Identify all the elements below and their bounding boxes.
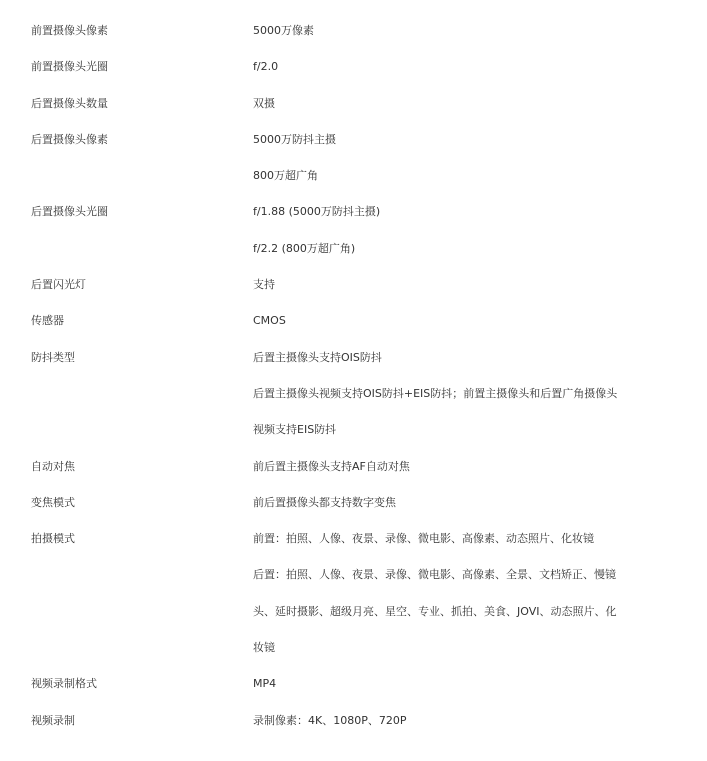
spec-label: 传感器 [31, 314, 64, 328]
spec-row [0, 303, 707, 339]
spec-values [253, 49, 707, 85]
spec-value-line: 双摄 [253, 96, 275, 110]
spec-value-line: 视频支持EIS防抖 [253, 423, 337, 437]
spec-value-line: f/2.2 (800万超广角) [253, 241, 356, 255]
spec-label: 视频录制格式 [31, 677, 97, 691]
spec-row [0, 86, 707, 122]
spec-label: 视频录制 [31, 713, 75, 727]
spec-value-line: f/1.88 (5000万防抖主摄) [253, 205, 381, 219]
spec-row [0, 703, 707, 739]
spec-values [253, 449, 707, 485]
spec-values [253, 340, 707, 449]
spec-row [0, 13, 707, 49]
spec-value-line: 5000万像素 [253, 24, 314, 37]
spec-label: 后置摄像头数量 [31, 96, 108, 110]
spec-row [0, 194, 707, 267]
spec-row [0, 267, 707, 303]
spec-value-line: 5000万防抖主摄 [253, 132, 336, 146]
spec-value-line: MP4 [253, 677, 277, 691]
spec-value-line: CMOS [253, 314, 286, 328]
spec-label: 后置摄像头像素 [31, 132, 108, 146]
spec-values [253, 86, 707, 122]
spec-value-line: 800万超广角 [253, 169, 318, 183]
spec-value-line: 前后置摄像头都支持数字变焦 [253, 495, 396, 509]
spec-value-line: 录制像素：4K、1080P、720P [253, 713, 407, 727]
spec-label: 变焦模式 [31, 495, 75, 509]
spec-row [0, 340, 707, 449]
spec-row [0, 666, 707, 702]
spec-label: 后置闪光灯 [31, 278, 86, 292]
spec-value-line: 头、延时摄影、超级月亮、星空、专业、抓拍、美食、JOVI、动态照片、化 [253, 604, 617, 618]
spec-values [253, 485, 707, 521]
spec-values [253, 267, 707, 303]
spec-values [253, 666, 707, 702]
spec-row [0, 449, 707, 485]
spec-values [253, 303, 707, 339]
spec-label: 防抖类型 [31, 350, 75, 364]
spec-label: 前置摄像头光圈 [31, 60, 108, 74]
spec-value-line: 妆镜 [253, 641, 275, 655]
spec-label: 前置摄像头像素 [31, 24, 108, 37]
spec-values [253, 703, 707, 739]
spec-values [253, 194, 707, 267]
spec-value-line: 前置：拍照、人像、夜景、录像、微电影、高像素、动态照片、化妆镜 [253, 532, 594, 546]
spec-values [253, 122, 707, 195]
spec-value-line: 后置主摄像头支持OIS防抖 [253, 350, 382, 364]
spec-value-line: 前后置主摄像头支持AF自动对焦 [253, 459, 410, 473]
spec-row [0, 485, 707, 521]
spec-value-line: 后置主摄像头视频支持OIS防抖+EIS防抖；前置主摄像头和后置广角摄像头 [253, 386, 618, 400]
spec-value-line: 支持 [253, 278, 275, 292]
spec-row [0, 122, 707, 195]
spec-label: 自动对焦 [31, 459, 75, 473]
spec-values [253, 13, 707, 49]
spec-label: 后置摄像头光圈 [31, 205, 108, 219]
spec-row [0, 49, 707, 85]
spec-value-line: 后置：拍照、人像、夜景、录像、微电影、高像素、全景、文档矫正、慢镜 [253, 568, 616, 582]
spec-value-line: f/2.0 [253, 60, 279, 74]
spec-values [253, 521, 707, 666]
spec-label: 拍摄模式 [31, 532, 75, 546]
spec-row [0, 521, 707, 666]
